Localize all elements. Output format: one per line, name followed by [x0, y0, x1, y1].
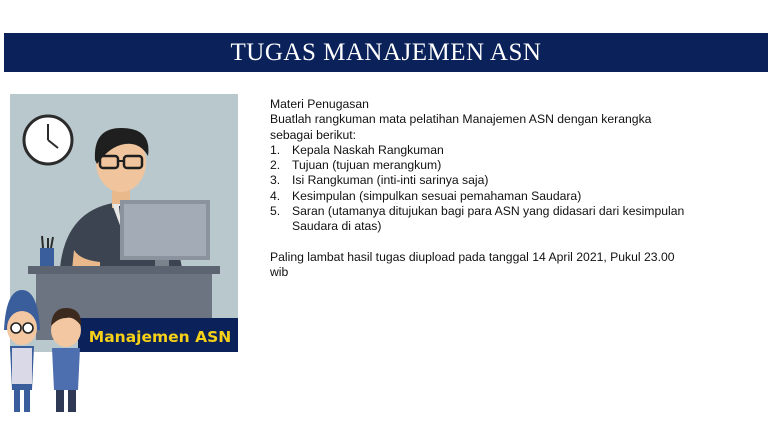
office-worker-illustration — [0, 90, 245, 420]
list-text: Kepala Naskah Rangkuman — [292, 142, 444, 157]
list-number: 5. — [270, 204, 281, 219]
list-text: Isi Rangkuman (inti-inti sarinya saja) — [292, 173, 489, 188]
deadline-note: Paling lambat hasil tugas diupload pada tanggal 14 April 2021, Pukul 23.00 wib — [270, 249, 675, 279]
list-item — [270, 204, 690, 235]
pen-holder-icon — [40, 236, 54, 268]
manajemen-asn-badge — [78, 318, 238, 352]
list-text: Kesimpulan (simpulkan sesuai pemahaman Saudara) — [292, 188, 582, 203]
list-number: 3. — [270, 173, 281, 188]
list-item — [270, 189, 690, 204]
title-bar — [4, 33, 768, 72]
assignment-list — [270, 143, 690, 235]
list-text: Tujuan (tujuan merangkum) — [292, 158, 442, 173]
list-number: 2. — [270, 158, 281, 173]
assignment-heading: Materi Penugasan — [270, 97, 369, 111]
list-item — [270, 143, 690, 158]
slide-title: TUGAS MANAJEMEN ASN — [230, 38, 542, 66]
male-mascot — [51, 308, 81, 412]
assignment-intro: Buatlah rangkuman mata pelatihan Manajemen ASN dengan kerangka sebagai berikut: — [270, 112, 652, 142]
badge-label: Manajemen ASN — [88, 328, 232, 346]
list-number: 1. — [270, 142, 281, 157]
list-number: 4. — [270, 188, 281, 203]
clock-icon — [24, 116, 72, 164]
list-item — [270, 173, 690, 188]
assignment-content — [270, 97, 690, 280]
list-item — [270, 158, 690, 173]
list-text: Saran (utamanya ditujukan bagi para ASN yang didasari dari kesimpulan Saudara di atas) — [292, 204, 685, 234]
